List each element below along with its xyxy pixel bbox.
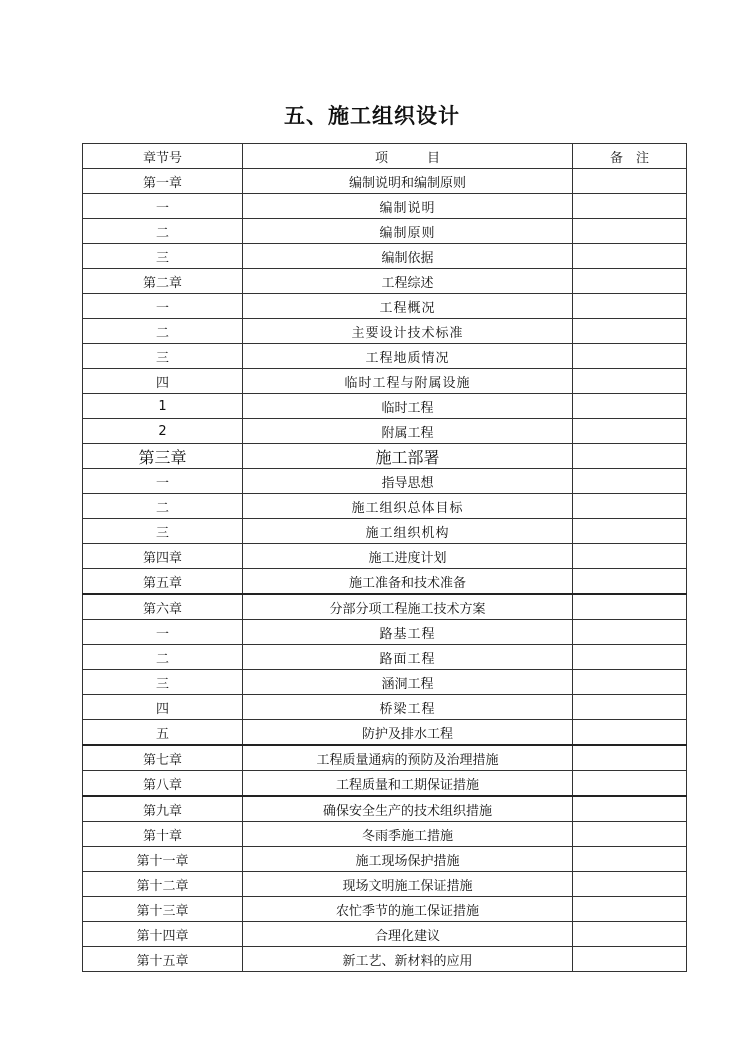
remark-cell bbox=[573, 244, 687, 269]
table-row bbox=[83, 922, 687, 947]
table-row bbox=[83, 169, 687, 194]
item-cell: 路面工程 bbox=[243, 645, 573, 670]
table-row bbox=[83, 771, 687, 797]
chapter-cell: 二 bbox=[83, 219, 243, 244]
table-header-row bbox=[83, 144, 687, 169]
remark-cell bbox=[573, 594, 687, 620]
chapter-cell: 第九章 bbox=[83, 796, 243, 822]
item-cell: 编制说明和编制原则 bbox=[243, 169, 573, 194]
table-row bbox=[83, 419, 687, 444]
remark-cell bbox=[573, 872, 687, 897]
item-cell: 桥梁工程 bbox=[243, 695, 573, 720]
table-row bbox=[83, 947, 687, 972]
chapter-cell: 三 bbox=[83, 519, 243, 544]
item-cell: 施工部署 bbox=[243, 444, 573, 469]
header-item: 项 目 bbox=[243, 144, 573, 169]
item-cell: 施工组织总体目标 bbox=[243, 494, 573, 519]
chapter-cell: 三 bbox=[83, 244, 243, 269]
table-row bbox=[83, 594, 687, 620]
chapter-cell: 第十一章 bbox=[83, 847, 243, 872]
chapter-cell: 一 bbox=[83, 620, 243, 645]
table-row bbox=[83, 344, 687, 369]
chapter-cell: 二 bbox=[83, 319, 243, 344]
item-cell: 施工现场保护措施 bbox=[243, 847, 573, 872]
table-row bbox=[83, 897, 687, 922]
remark-cell bbox=[573, 847, 687, 872]
chapter-cell: 四 bbox=[83, 695, 243, 720]
table-row bbox=[83, 745, 687, 771]
remark-cell bbox=[573, 219, 687, 244]
item-cell: 现场文明施工保证措施 bbox=[243, 872, 573, 897]
remark-cell bbox=[573, 294, 687, 319]
chapter-cell: 第八章 bbox=[83, 771, 243, 797]
item-cell: 附属工程 bbox=[243, 419, 573, 444]
item-cell: 工程概况 bbox=[243, 294, 573, 319]
remark-cell bbox=[573, 444, 687, 469]
chapter-cell: 二 bbox=[83, 645, 243, 670]
chapter-cell: 四 bbox=[83, 369, 243, 394]
remark-cell bbox=[573, 720, 687, 746]
item-cell: 新工艺、新材料的应用 bbox=[243, 947, 573, 972]
table-row bbox=[83, 645, 687, 670]
remark-cell bbox=[573, 344, 687, 369]
remark-cell bbox=[573, 822, 687, 847]
table-row bbox=[83, 319, 687, 344]
chapter-cell: 三 bbox=[83, 344, 243, 369]
remark-cell bbox=[573, 745, 687, 771]
chapter-cell: 第十二章 bbox=[83, 872, 243, 897]
toc-table bbox=[82, 143, 687, 972]
remark-cell bbox=[573, 169, 687, 194]
item-cell: 防护及排水工程 bbox=[243, 720, 573, 746]
item-cell: 涵洞工程 bbox=[243, 670, 573, 695]
remark-cell bbox=[573, 519, 687, 544]
table-row bbox=[83, 822, 687, 847]
table-row bbox=[83, 269, 687, 294]
item-cell: 施工准备和技术准备 bbox=[243, 569, 573, 595]
table-row bbox=[83, 544, 687, 569]
item-cell: 主要设计技术标准 bbox=[243, 319, 573, 344]
remark-cell bbox=[573, 947, 687, 972]
item-cell: 施工进度计划 bbox=[243, 544, 573, 569]
table-row bbox=[83, 194, 687, 219]
header-chapter: 章节号 bbox=[83, 144, 243, 169]
remark-cell bbox=[573, 419, 687, 444]
chapter-cell: 第七章 bbox=[83, 745, 243, 771]
chapter-cell: 第五章 bbox=[83, 569, 243, 595]
table-row bbox=[83, 444, 687, 469]
table-row bbox=[83, 620, 687, 645]
remark-cell bbox=[573, 494, 687, 519]
remark-cell bbox=[573, 620, 687, 645]
remark-cell bbox=[573, 922, 687, 947]
table-row bbox=[83, 872, 687, 897]
remark-cell bbox=[573, 319, 687, 344]
item-cell: 路基工程 bbox=[243, 620, 573, 645]
toc-body bbox=[83, 169, 687, 972]
chapter-cell: 2 bbox=[83, 419, 243, 444]
remark-cell bbox=[573, 369, 687, 394]
chapter-cell: 五 bbox=[83, 720, 243, 746]
item-cell: 编制原则 bbox=[243, 219, 573, 244]
chapter-cell: 第一章 bbox=[83, 169, 243, 194]
remark-cell bbox=[573, 569, 687, 595]
item-cell: 合理化建议 bbox=[243, 922, 573, 947]
item-cell: 农忙季节的施工保证措施 bbox=[243, 897, 573, 922]
chapter-cell: 第十三章 bbox=[83, 897, 243, 922]
item-cell: 工程综述 bbox=[243, 269, 573, 294]
table-row bbox=[83, 847, 687, 872]
table-row bbox=[83, 569, 687, 595]
item-cell: 临时工程 bbox=[243, 394, 573, 419]
header-remark: 备 注 bbox=[573, 144, 687, 169]
chapter-cell: 一 bbox=[83, 194, 243, 219]
remark-cell bbox=[573, 394, 687, 419]
item-cell: 工程质量和工期保证措施 bbox=[243, 771, 573, 797]
remark-cell bbox=[573, 544, 687, 569]
chapter-cell: 一 bbox=[83, 469, 243, 494]
remark-cell bbox=[573, 695, 687, 720]
table-row bbox=[83, 294, 687, 319]
table-row bbox=[83, 720, 687, 746]
item-cell: 临时工程与附属设施 bbox=[243, 369, 573, 394]
item-cell: 指导思想 bbox=[243, 469, 573, 494]
chapter-cell: 第十章 bbox=[83, 822, 243, 847]
item-cell: 工程地质情况 bbox=[243, 344, 573, 369]
chapter-cell: 第三章 bbox=[83, 444, 243, 469]
chapter-cell: 第二章 bbox=[83, 269, 243, 294]
document-title: 五、施工组织设计 bbox=[284, 104, 460, 128]
remark-cell bbox=[573, 796, 687, 822]
chapter-cell: 第十五章 bbox=[83, 947, 243, 972]
remark-cell bbox=[573, 469, 687, 494]
item-cell: 工程质量通病的预防及治理措施 bbox=[243, 745, 573, 771]
chapter-cell: 三 bbox=[83, 670, 243, 695]
chapter-cell: 第六章 bbox=[83, 594, 243, 620]
table-row bbox=[83, 219, 687, 244]
item-cell: 确保安全生产的技术组织措施 bbox=[243, 796, 573, 822]
table-row bbox=[83, 369, 687, 394]
item-cell: 编制说明 bbox=[243, 194, 573, 219]
item-cell: 施工组织机构 bbox=[243, 519, 573, 544]
remark-cell bbox=[573, 194, 687, 219]
table-row bbox=[83, 695, 687, 720]
remark-cell bbox=[573, 670, 687, 695]
chapter-cell: 二 bbox=[83, 494, 243, 519]
item-cell: 冬雨季施工措施 bbox=[243, 822, 573, 847]
chapter-cell: 1 bbox=[83, 394, 243, 419]
item-cell: 分部分项工程施工技术方案 bbox=[243, 594, 573, 620]
chapter-cell: 第四章 bbox=[83, 544, 243, 569]
table-row bbox=[83, 670, 687, 695]
item-cell: 编制依据 bbox=[243, 244, 573, 269]
remark-cell bbox=[573, 771, 687, 797]
table-row bbox=[83, 469, 687, 494]
remark-cell bbox=[573, 897, 687, 922]
chapter-cell: 第十四章 bbox=[83, 922, 243, 947]
table-row bbox=[83, 394, 687, 419]
chapter-cell: 一 bbox=[83, 294, 243, 319]
table-row bbox=[83, 796, 687, 822]
table-row bbox=[83, 244, 687, 269]
remark-cell bbox=[573, 645, 687, 670]
table-row bbox=[83, 519, 687, 544]
table-row bbox=[83, 494, 687, 519]
remark-cell bbox=[573, 269, 687, 294]
